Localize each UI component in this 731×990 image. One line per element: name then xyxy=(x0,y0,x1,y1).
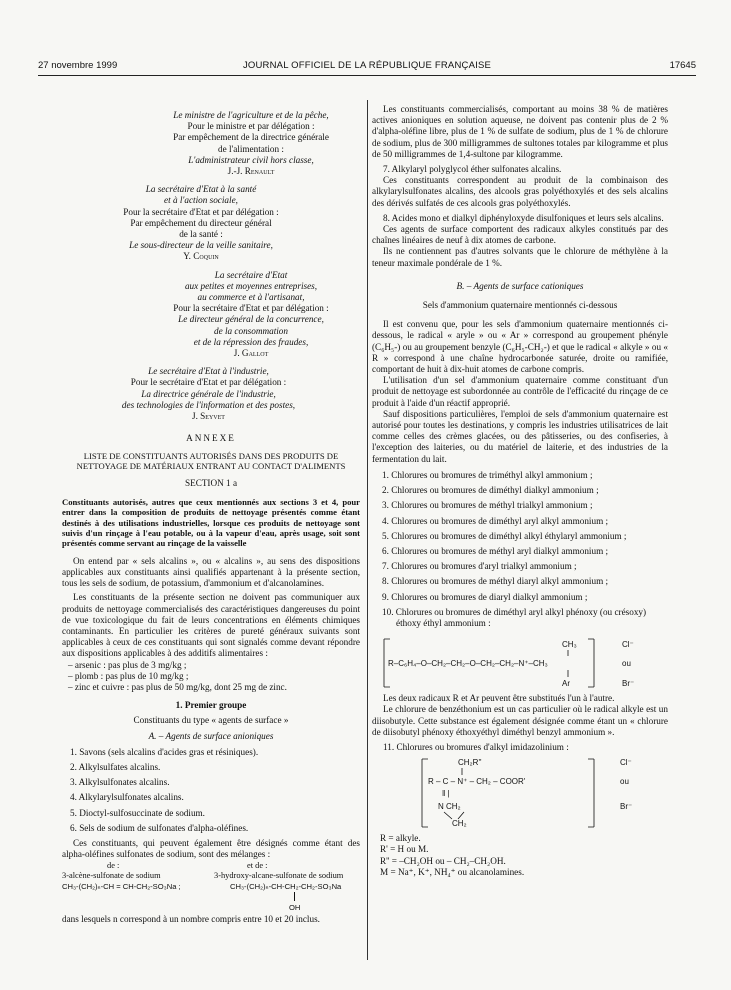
section-heading: SECTION 1 a xyxy=(184,478,238,489)
formula-cl: Cl⁻ xyxy=(622,640,634,650)
formula-ar: Ar xyxy=(562,679,570,689)
list-item: 8. Chlorures ou bromures de méthyl diaryl alkyl ammonium ; xyxy=(382,576,609,587)
formula-br: Br⁻ xyxy=(622,679,635,689)
list-item: 2. Chlorures ou bromures de diméthyl dialkyl ammonium ; xyxy=(382,485,599,496)
formula-ou: ou xyxy=(620,777,629,787)
group-heading: 1. Premier groupe xyxy=(175,700,247,711)
cationic-heading: B. – Agents de surface cationiques xyxy=(456,280,584,291)
list-item: 6. Chlorures ou bromures de méthyl aryl dialkyl ammonium ; xyxy=(382,545,609,556)
cationic-list xyxy=(372,470,668,629)
paragraph-solvants: Ils ne contiennent pas d'autres solvants que le chlorure de méthylène à la teneur maximale pondérale de 1 %. xyxy=(372,246,668,268)
formula-alcene: CH₃-(CH₂)ₙ-CH = CH-CH₂-SO₃Na ; xyxy=(62,882,181,892)
formula-ou: ou xyxy=(622,659,631,669)
list-item: 9. Chlorures ou bromures de diaryl dialkyl ammonium ; xyxy=(382,591,588,602)
paragraph-dispositions: Sauf dispositions particulières, l'emploi de sels d'ammonium quaternaire est autorisé pour toutes les destinations, y compris les industries utilisatrices de lait comme celles des crèmes glacées, ou des pâtisseries, ou des confiseries, à l'exception des laiteries, ou du matériel de laiterie, et des industries de la fermentation du lait. xyxy=(372,408,668,464)
anionic-heading: A. – Agents de surface anioniques xyxy=(148,730,274,741)
paragraph-radicaux: Ces agents de surface comportent des radicaux alkyles constitués par des chaînes linéaires de neuf à dix atomes de carbone. xyxy=(372,224,668,246)
list-item: 6. Sels de sodium de sulfonates d'alpha-oléfines. xyxy=(70,822,249,833)
list-item: 1. Chlorures ou bromures de triméthyl alkyl ammonium ; xyxy=(382,469,593,480)
signature-block-sante: La secrétaire d'Etat à la santé et à l'action sociale, Pour la secrétaire d'Etat et par délégation : Par empêchement du directeur général de la santé : Le sous-directeur de la veille sanitaire, Y. Coquin xyxy=(123,184,279,262)
formula-top: CH₂R'' xyxy=(458,758,482,768)
list-item: 2. Alkylsulfates alcalins. xyxy=(70,761,161,772)
annexe-heading: ANNEXE xyxy=(186,433,236,444)
formula-phenoxy-ammonium xyxy=(372,633,668,693)
list-item: 3. Alkylsulfonates alcalins. xyxy=(70,777,170,788)
cationic-subheading: Sels d'ammonium quaternaire mentionnés ci-dessous xyxy=(422,300,618,311)
formula-bot: CH₂ xyxy=(452,819,467,829)
definitions-list: R = alkyle. R' = H ou M. R'' = –CH₂OH ou – CH₂–CH₂OH. M = Na⁺, K⁺, NH₄⁺ ou alcanolamines. xyxy=(380,833,525,877)
formula-bars: ‖ | xyxy=(442,789,450,799)
formula-mid: R – C – N⁺ – CH₂ – COOR' xyxy=(428,777,526,787)
formula-low: N CH₂ xyxy=(438,802,461,812)
signature-block-commerce: La secrétaire d'Etat aux petites et moyennes entreprises, au commerce et à l'artisanat, Pour la secrétaire d'Etat et par délégation : Le directeur général de la concurrence, de la consommation et de la répression des fraudes, J. Gallot xyxy=(173,269,329,359)
group-subheading: Constituants du type « agents de surface » xyxy=(133,715,289,726)
paragraph-purete: Les constituants de la présente section ne doivent pas communiquer aux produits de nettoyage commercialisés des caractéristiques dangereuses du point de vue toxicologique du fait de leurs concentrations en éléments chimiques contaminants. En particulier les critères de pureté généraux suivants sont applicables à ceux de ces constituants qui sont signalés comme devant répondre aux dispositions applicables à des additifs alimentaires : xyxy=(62,592,360,659)
list-item: 5. Chlorures ou bromures de diméthyl alkyl éthylaryl ammonium ; xyxy=(382,530,627,541)
paragraph-sels-alcalins: On entend par « sels alcalins », ou « alcalins », au sens des dispositions applicables aux constituants ainsi qualifiés appartenant à la présente section, tous les sels de sodium, de potassium, d'ammonium et d'alcanolamines. xyxy=(62,555,360,589)
header-date: 27 novembre 1999 xyxy=(38,60,118,71)
list-item: 5. Dioctyl-sulfosuccinate de sodium. xyxy=(70,807,205,818)
right-column xyxy=(372,104,668,878)
purity-criteria-list: – arsenic : pas plus de 3 mg/kg ; – plomb : pas plus de 10 mg/kg ; – zinc et cuivre : pas plus de 50 mg/kg, dont 25 mg de zinc. xyxy=(68,659,287,692)
mixture-table: de : et de : 3-alcène-sulfonate de sodium 3-hydroxy-alcane-sulfonate de sodium CH₃-(CH₂)ₙ-CH = CH-CH₂-SO₃Na ; CH₃-(CH₂)ₙ-CH-CH₂-CH₂-SO₃Na xyxy=(62,861,344,892)
list-item: 3. Chlorures ou bromures de méthyl trialkyl ammonium ; xyxy=(382,500,593,511)
section-intro: Constituants autorisés, autres que ceux mentionnés aux sections 3 et 4, pour entrer dans la composition de produits de nettoyage présentés comme étant destinés à des utilisations industrielles, lorsque ces produits de nettoyage sont suivis d'un rinçage à l'eau potable, ou à la vapeur d'eau, après usage, soit sont présentés comme servant au rinçage de la vaisselle xyxy=(62,496,360,549)
header-page-number: 17645 xyxy=(669,60,696,71)
list-item-8: 8. Acides mono et dialkyl diphényloxyde disulfoniques et leurs sels alcalins. xyxy=(383,212,664,223)
list-item: 4. Alkylarylsulfonates alcalins. xyxy=(70,792,184,803)
anionic-list xyxy=(62,747,360,834)
formula-hydroxy: CH₃-(CH₂)ₙ-CH-CH₂-CH₂-SO₃Na xyxy=(230,882,342,892)
header-rule xyxy=(38,75,696,76)
column-divider xyxy=(367,100,368,960)
paragraph-convention: Il est convenu que, pour les sels d'ammonium quaternaire mentionnés ci-dessous, le radical « aryle » ou « Ar » correspond au groupement phényle (C₆H₅-) ou au groupement benzyle (C₆H₅-CH₂-) et que le radical « alkyle » ou « R » correspond à une chaîne hydrocarbonée saturée, droite ou ramifiée, comportant de huit à dix-huit atomes de carbone compris. xyxy=(372,319,668,375)
paragraph-utilisation: L'utilisation d'un sel d'ammonium quaternaire comme constituant d'un produit de nettoyage est subordonnée au contrôle de l'efficacité du rinçage de ce produit à l'aide d'un réactif approprié. xyxy=(372,375,668,408)
hydroxy-branch: OH xyxy=(62,894,360,914)
paragraph-commercialises: Les constituants commercialisés, comportant au moins 38 % de matières actives anioniques en solution aqueuse, ne doivent pas contenir plus de 2 % d'alpha-oléfine libre, plus de 1 % de sulfate de sodium, plus de 1 % de chlorure de sodium, plus de 300 milligrammes de sultones totales par kilogramme et plus de 50 milligrammes de 1,4-sultone par kilogramme. xyxy=(372,104,668,159)
list-item-11: 11. Chlorures ou bromures d'alkyl imidazolinium : xyxy=(383,741,569,752)
list-item: 4. Chlorures ou bromures de diméthyl aryl alkyl ammonium ; xyxy=(382,515,609,526)
page-header xyxy=(38,60,696,74)
left-column xyxy=(62,110,360,926)
paragraph-alpha-olefines: Ces constituants, qui peuvent également être désignés comme étant des alpha-oléfines sulfonates de sodium, sont des mélanges : xyxy=(62,837,360,860)
paragraph-substitues: Les deux radicaux R et Ar peuvent être substitués l'un à l'autre. xyxy=(383,693,615,704)
formula-imidazolinium xyxy=(372,753,668,833)
paragraph-n-range: dans lesquels n correspond à un nombre compris entre 10 et 20 inclus. xyxy=(62,914,320,925)
signature-block-agriculture: Le ministre de l'agriculture et de la pêche, Pour le ministre et par délégation : Par empêchement de la directrice générale de l'alimentation : L'administrateur civil hors classe, J.-J. Renault xyxy=(173,110,329,177)
formula-chain: R–C₆H₄–O–CH₂–CH₂–O–CH₂–CH₂–N⁺–CH₃ xyxy=(388,659,548,669)
signature-block-industrie: Le secrétaire d'Etat à l'industrie, Pour le secrétaire d'Etat et par délégation : La directrice générale de l'industrie, des technologies de l'information et des postes, J. Seyvet xyxy=(121,366,296,422)
header-journal: JOURNAL OFFICIEL DE LA RÉPUBLIQUE FRANÇAISE xyxy=(242,60,492,71)
paragraph-combinaison: Ces constituants correspondent au produit de la combinaison des alkylarylsulfonates alcalins, des alcools gras polyéthoxylés et des sels alcalins des dérivés sulfatés de ces alcools gras polyéthoxylés. xyxy=(372,175,668,208)
formula-cl: Cl⁻ xyxy=(620,758,632,768)
list-item-7: 7. Alkylaryl polyglycol éther sulfonates alcalins. xyxy=(383,164,562,175)
list-item: 10. Chlorures ou bromures de diméthyl aryl alkyl phénoxy (ou crésoxy) éthoxy éthyl ammonium : xyxy=(382,606,647,628)
formula-ch3: CH₃ xyxy=(562,640,577,650)
list-item: 1. Savons (sels alcalins d'acides gras et résiniques). xyxy=(70,746,259,757)
annexe-title: LISTE DE CONSTITUANTS AUTORISÉS DANS DES PRODUITS DE NETTOYAGE DE MATÉRIAUX ENTRANT AU CONTACT D'ALIMENTS xyxy=(76,451,346,472)
formula-br: Br⁻ xyxy=(620,802,633,812)
list-item: 7. Chlorures ou bromures d'aryl trialkyl ammonium ; xyxy=(382,561,577,572)
paragraph-benzethonium: Le chlorure de benzéthonium est un cas particulier où le radical alkyle est un diisobutyle. Cette substance est également désignée comme étant un « chlorure de diisobutyl phénoxy éthoxyéthyl diméthyl benzyl ammonium ». xyxy=(372,704,668,737)
